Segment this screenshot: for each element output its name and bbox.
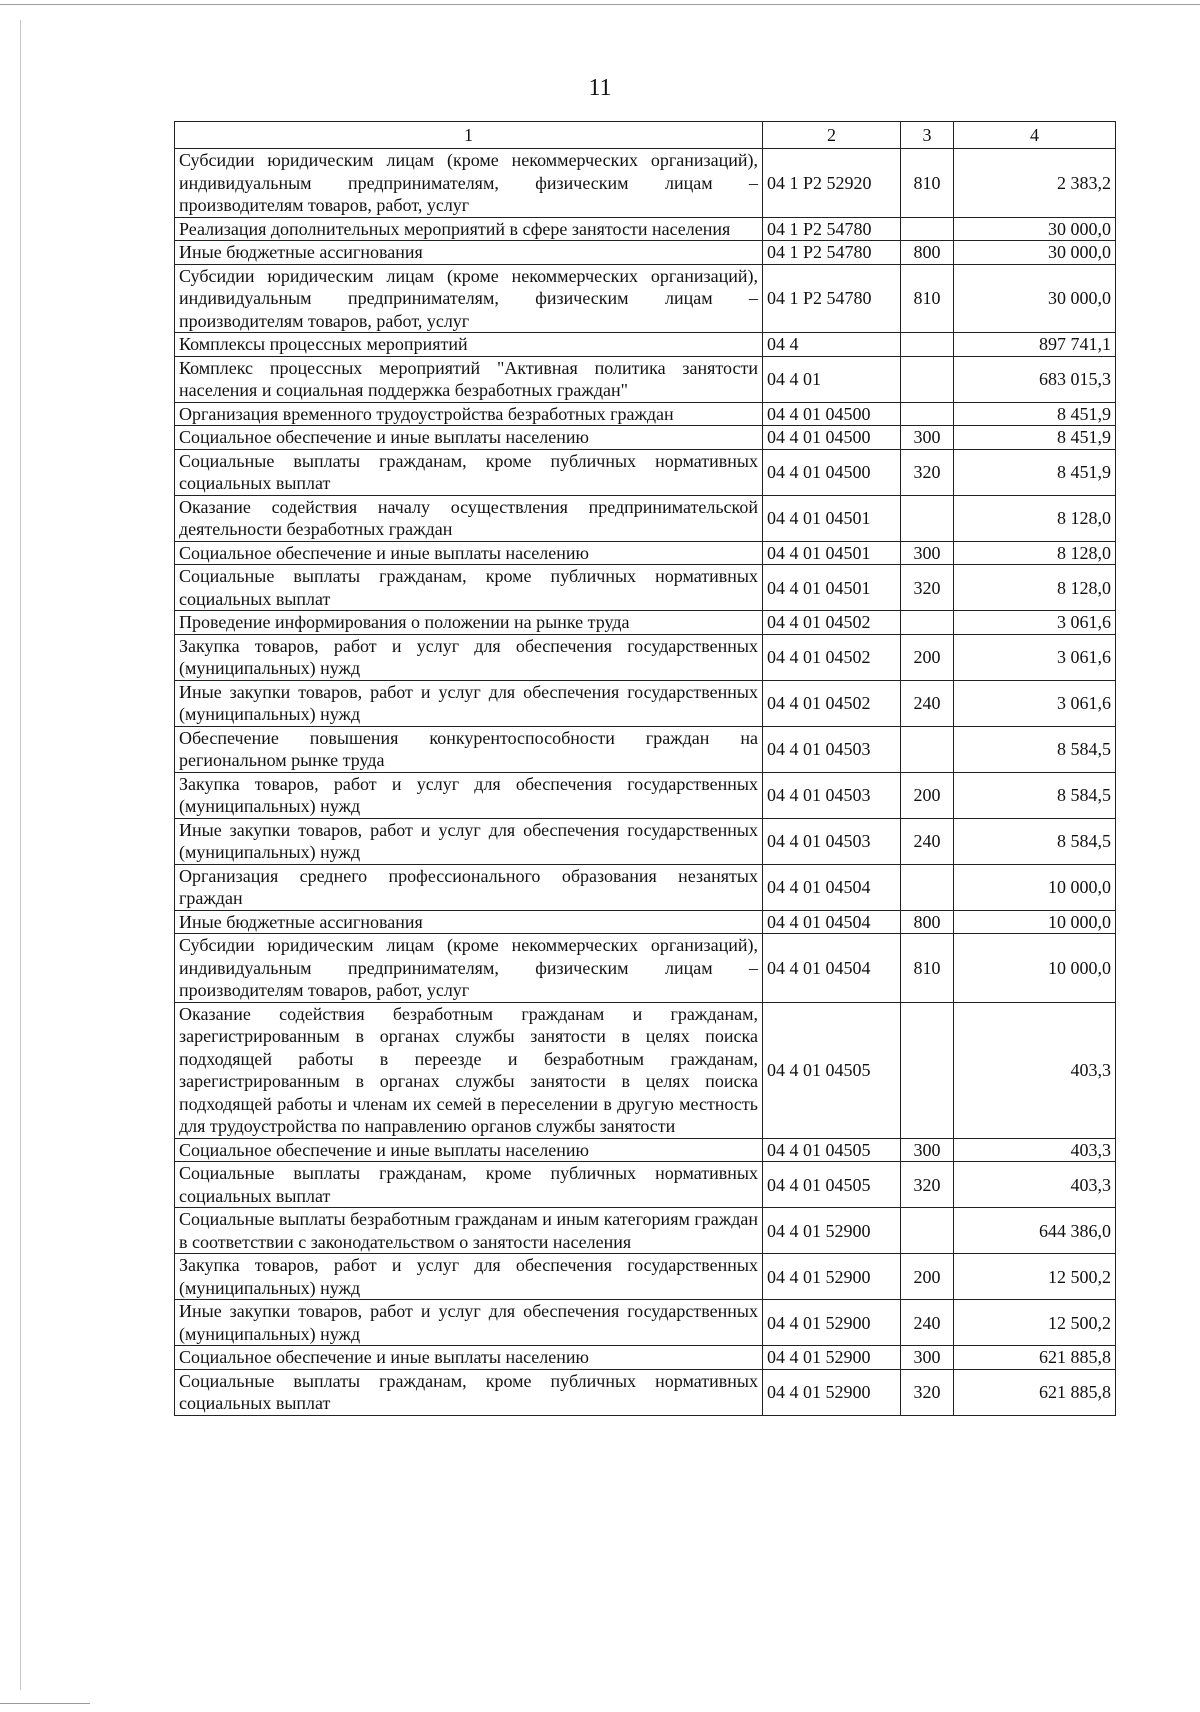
- cell-code: 04 4 01 04503: [763, 818, 901, 864]
- cell-amount: 8 451,9: [954, 426, 1116, 450]
- cell-type: 300: [901, 1346, 954, 1370]
- cell-type: 240: [901, 680, 954, 726]
- cell-name: Субсидии юридическим лицам (кроме некоммерческих организаций), индивидуальным предпринимателям, физическим лицам – производителям товаров, работ, услуг: [175, 264, 763, 333]
- cell-type: [901, 495, 954, 541]
- cell-type: 300: [901, 426, 954, 450]
- cell-type: 300: [901, 1138, 954, 1162]
- cell-type: 320: [901, 1162, 954, 1208]
- table-row: [175, 541, 1116, 565]
- cell-type: [901, 217, 954, 241]
- cell-type: [901, 611, 954, 635]
- cell-name: Социальное обеспечение и иные выплаты населению: [175, 426, 763, 450]
- cell-amount: 10 000,0: [954, 864, 1116, 910]
- cell-name: Социальное обеспечение и иные выплаты населению: [175, 1346, 763, 1370]
- cell-name: Социальные выплаты гражданам, кроме публичных нормативных социальных выплат: [175, 449, 763, 495]
- cell-name: Социальное обеспечение и иные выплаты населению: [175, 1138, 763, 1162]
- cell-code: 04 1 Р2 54780: [763, 264, 901, 333]
- cell-name: Проведение информирования о положении на рынке труда: [175, 611, 763, 635]
- cell-code: 04 4 01 52900: [763, 1254, 901, 1300]
- cell-amount: 30 000,0: [954, 217, 1116, 241]
- table-row: [175, 772, 1116, 818]
- cell-code: 04 4 01 04500: [763, 426, 901, 450]
- table-row: [175, 149, 1116, 218]
- cell-type: 320: [901, 565, 954, 611]
- table-row: [175, 1369, 1116, 1415]
- table-row: [175, 495, 1116, 541]
- cell-name: Социальные выплаты безработным гражданам и иным категориям граждан в соответствии с законодательством о занятости населения: [175, 1208, 763, 1254]
- table-row: [175, 565, 1116, 611]
- cell-code: 04 4 01 04500: [763, 449, 901, 495]
- cell-name: Иные закупки товаров, работ и услуг для обеспечения государственных (муниципальных) нужд: [175, 680, 763, 726]
- cell-name: Оказание содействия началу осуществления предпринимательской деятельности безработных граждан: [175, 495, 763, 541]
- cell-name: Иные закупки товаров, работ и услуг для обеспечения государственных (муниципальных) нужд: [175, 818, 763, 864]
- cell-type: 240: [901, 1300, 954, 1346]
- table-row: [175, 426, 1116, 450]
- table-row: [175, 1002, 1116, 1138]
- cell-name: Социальное обеспечение и иные выплаты населению: [175, 541, 763, 565]
- cell-code: 04 4 01 04504: [763, 864, 901, 910]
- cell-name: Организация среднего профессионального образования незанятых граждан: [175, 864, 763, 910]
- cell-type: [901, 1208, 954, 1254]
- column-header-type: 3: [901, 122, 954, 149]
- cell-amount: 30 000,0: [954, 264, 1116, 333]
- column-header-amount: 4: [954, 122, 1116, 149]
- cell-amount: 8 584,5: [954, 772, 1116, 818]
- cell-name: Оказание содействия безработным гражданам и гражданам, зарегистрированным в органах службы занятости в целях поиска подходящей работы в переезде и безработным гражданам, зарегистрированным в органах службы занятости в целях поиска подходящей работы и членам их семей в переселении в другую местность для трудоустройства по направлению органов службы занятости: [175, 1002, 763, 1138]
- cell-amount: 10 000,0: [954, 934, 1116, 1003]
- cell-amount: 8 128,0: [954, 541, 1116, 565]
- cell-type: [901, 333, 954, 357]
- table-row: [175, 726, 1116, 772]
- scan-edge-left: [20, 20, 21, 1690]
- scan-edge-top: [0, 4, 1200, 5]
- cell-type: 200: [901, 772, 954, 818]
- cell-amount: 3 061,6: [954, 634, 1116, 680]
- cell-name: Комплексы процессных мероприятий: [175, 333, 763, 357]
- cell-amount: 403,3: [954, 1162, 1116, 1208]
- table-row: [175, 934, 1116, 1003]
- scan-edge-bottom: [0, 1703, 90, 1704]
- cell-amount: 8 128,0: [954, 495, 1116, 541]
- table-row: [175, 910, 1116, 934]
- cell-name: Комплекс процессных мероприятий "Активная политика занятости населения и социальная поддержка безработных граждан": [175, 356, 763, 402]
- cell-code: 04 1 Р2 52920: [763, 149, 901, 218]
- cell-amount: 644 386,0: [954, 1208, 1116, 1254]
- cell-code: 04 4 01 04505: [763, 1138, 901, 1162]
- cell-amount: 12 500,2: [954, 1254, 1116, 1300]
- cell-type: 320: [901, 1369, 954, 1415]
- cell-amount: 30 000,0: [954, 241, 1116, 265]
- cell-type: 800: [901, 241, 954, 265]
- table-row: [175, 333, 1116, 357]
- table-row: [175, 1162, 1116, 1208]
- cell-amount: 8 584,5: [954, 726, 1116, 772]
- cell-code: 04 4 01 04503: [763, 726, 901, 772]
- cell-code: 04 4: [763, 333, 901, 357]
- cell-amount: 621 885,8: [954, 1369, 1116, 1415]
- table-row: [175, 1346, 1116, 1370]
- cell-type: 300: [901, 541, 954, 565]
- cell-type: 200: [901, 634, 954, 680]
- cell-type: 240: [901, 818, 954, 864]
- cell-type: 810: [901, 934, 954, 1003]
- cell-code: 04 4 01 52900: [763, 1208, 901, 1254]
- cell-code: 04 4 01 52900: [763, 1300, 901, 1346]
- cell-name: Социальные выплаты гражданам, кроме публичных нормативных социальных выплат: [175, 1369, 763, 1415]
- page-number: 11: [588, 75, 612, 101]
- cell-code: 04 4 01: [763, 356, 901, 402]
- table-row: [175, 864, 1116, 910]
- cell-type: [901, 726, 954, 772]
- cell-type: 200: [901, 1254, 954, 1300]
- cell-name: Реализация дополнительных мероприятий в сфере занятости населения: [175, 217, 763, 241]
- cell-code: 04 4 01 04502: [763, 611, 901, 635]
- table-row: [175, 217, 1116, 241]
- cell-type: 810: [901, 149, 954, 218]
- column-header-name: 1: [175, 122, 763, 149]
- column-header-code: 2: [763, 122, 901, 149]
- cell-type: [901, 864, 954, 910]
- table-row: [175, 356, 1116, 402]
- table-row: [175, 241, 1116, 265]
- budget-table: [174, 121, 1116, 1416]
- cell-amount: 683 015,3: [954, 356, 1116, 402]
- table-row: [175, 1300, 1116, 1346]
- cell-amount: 897 741,1: [954, 333, 1116, 357]
- cell-name: Иные закупки товаров, работ и услуг для обеспечения государственных (муниципальных) нужд: [175, 1300, 763, 1346]
- cell-name: Субсидии юридическим лицам (кроме некоммерческих организаций), индивидуальным предпринимателям, физическим лицам – производителям товаров, работ, услуг: [175, 934, 763, 1003]
- table-header-row: [175, 122, 1116, 149]
- cell-amount: 2 383,2: [954, 149, 1116, 218]
- table-row: [175, 611, 1116, 635]
- cell-name: Закупка товаров, работ и услуг для обеспечения государственных (муниципальных) нужд: [175, 772, 763, 818]
- cell-name: Социальные выплаты гражданам, кроме публичных нормативных социальных выплат: [175, 565, 763, 611]
- table-row: [175, 1208, 1116, 1254]
- cell-code: 04 4 01 04505: [763, 1162, 901, 1208]
- cell-code: 04 4 01 04503: [763, 772, 901, 818]
- cell-amount: 403,3: [954, 1002, 1116, 1138]
- cell-amount: 8 584,5: [954, 818, 1116, 864]
- cell-amount: 403,3: [954, 1138, 1116, 1162]
- cell-amount: 3 061,6: [954, 611, 1116, 635]
- cell-code: 04 4 01 04505: [763, 1002, 901, 1138]
- table-row: [175, 449, 1116, 495]
- cell-type: [901, 1002, 954, 1138]
- table-row: [175, 1138, 1116, 1162]
- cell-name: Организация временного трудоустройства безработных граждан: [175, 402, 763, 426]
- table-row: [175, 634, 1116, 680]
- cell-name: Закупка товаров, работ и услуг для обеспечения государственных (муниципальных) нужд: [175, 634, 763, 680]
- cell-type: [901, 402, 954, 426]
- cell-code: 04 4 01 04501: [763, 495, 901, 541]
- table-row: [175, 264, 1116, 333]
- cell-code: 04 4 01 52900: [763, 1369, 901, 1415]
- cell-amount: 3 061,6: [954, 680, 1116, 726]
- cell-name: Обеспечение повышения конкурентоспособности граждан на региональном рынке труда: [175, 726, 763, 772]
- cell-type: 800: [901, 910, 954, 934]
- table-row: [175, 1254, 1116, 1300]
- cell-amount: 8 451,9: [954, 402, 1116, 426]
- cell-code: 04 1 Р2 54780: [763, 217, 901, 241]
- cell-type: 320: [901, 449, 954, 495]
- cell-code: 04 4 01 04504: [763, 934, 901, 1003]
- cell-code: 04 4 01 04504: [763, 910, 901, 934]
- table-row: [175, 680, 1116, 726]
- cell-amount: 8 451,9: [954, 449, 1116, 495]
- cell-name: Иные бюджетные ассигнования: [175, 241, 763, 265]
- cell-code: 04 4 01 52900: [763, 1346, 901, 1370]
- cell-name: Субсидии юридическим лицам (кроме некоммерческих организаций), индивидуальным предпринимателям, физическим лицам – производителям товаров, работ, услуг: [175, 149, 763, 218]
- cell-code: 04 4 01 04500: [763, 402, 901, 426]
- cell-name: Иные бюджетные ассигнования: [175, 910, 763, 934]
- cell-code: 04 4 01 04501: [763, 565, 901, 611]
- cell-name: Социальные выплаты гражданам, кроме публичных нормативных социальных выплат: [175, 1162, 763, 1208]
- cell-code: 04 4 01 04502: [763, 680, 901, 726]
- cell-amount: 8 128,0: [954, 565, 1116, 611]
- cell-type: 810: [901, 264, 954, 333]
- cell-amount: 621 885,8: [954, 1346, 1116, 1370]
- cell-amount: 12 500,2: [954, 1300, 1116, 1346]
- cell-type: [901, 356, 954, 402]
- cell-code: 04 4 01 04501: [763, 541, 901, 565]
- cell-amount: 10 000,0: [954, 910, 1116, 934]
- cell-code: 04 1 Р2 54780: [763, 241, 901, 265]
- table-row: [175, 402, 1116, 426]
- table-row: [175, 818, 1116, 864]
- cell-name: Закупка товаров, работ и услуг для обеспечения государственных (муниципальных) нужд: [175, 1254, 763, 1300]
- cell-code: 04 4 01 04502: [763, 634, 901, 680]
